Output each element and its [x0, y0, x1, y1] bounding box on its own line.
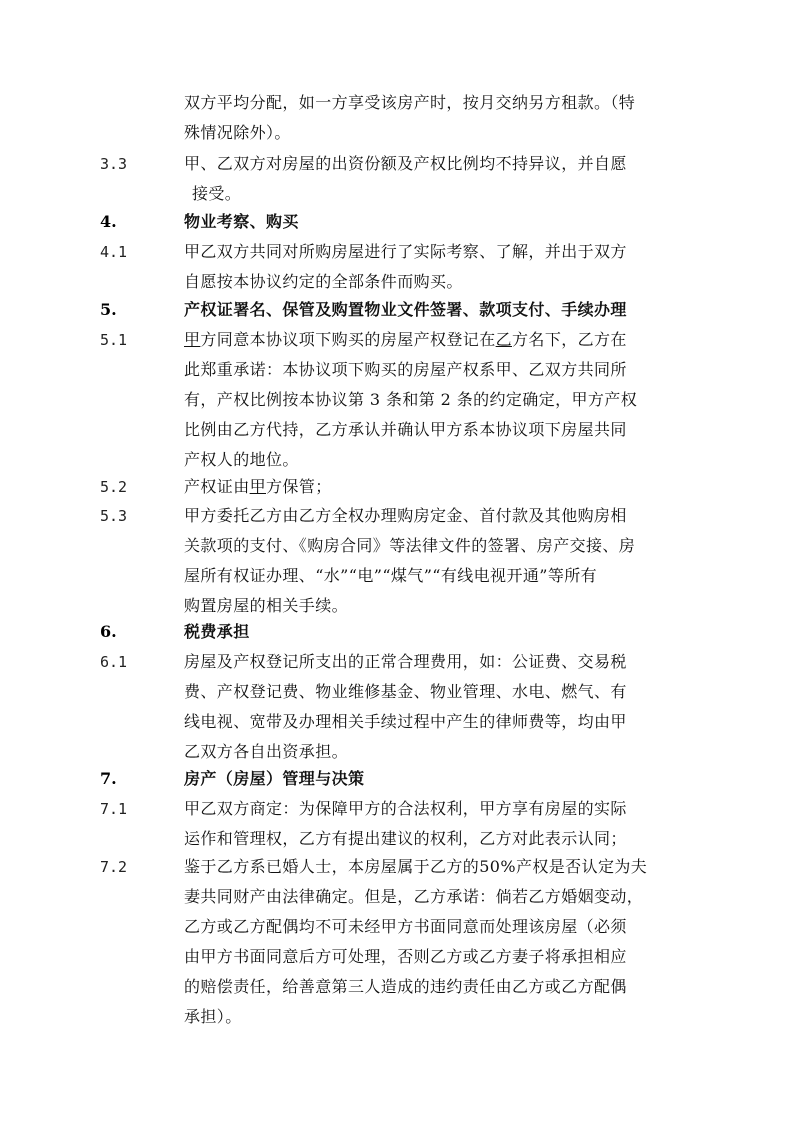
underlined-party: 甲: [184, 330, 201, 349]
text-line: 线电视、宽带及办理相关手续过程中产生的律师费等，均由甲: [184, 712, 627, 731]
section-title: 房产（房屋）管理与决策: [184, 769, 365, 788]
text-line: 有，产权比例按本协议第 3 条和第 2 条的约定确定，甲方产权: [184, 390, 638, 409]
underlined-party: 乙: [495, 330, 513, 349]
text-line: 甲乙双方商定：为保障甲方的合法权利，甲方享有房屋的实际: [184, 799, 627, 818]
text-line: 产权人的地位。: [184, 450, 299, 469]
clause-number: 5.1: [100, 331, 128, 349]
text-line: 购置房屋的相关手续。: [184, 596, 349, 615]
text-line: 关款项的支付、《购房合同》等法律文件的签署、房产交接、房: [184, 536, 636, 555]
text-line: 产权证由甲方保管；: [184, 477, 332, 496]
section-title: 物业考察、购买: [184, 212, 299, 231]
section-number: 4.: [100, 212, 117, 231]
section-title: 税费承担: [184, 622, 250, 641]
clause-number: 7.2: [100, 858, 128, 876]
text-line: 运作和管理权，乙方有提出建议的权利，乙方对此表示认同；: [184, 829, 627, 848]
text-line: 甲方同意本协议项下购买的房屋产权登记在乙方名下，乙方在: [184, 330, 627, 349]
text-line: 鉴于乙方系已婚人士，本房屋属于乙方的50%产权是否认定为夫: [184, 857, 648, 876]
text-line: 乙双方各自出资承担。: [184, 742, 349, 761]
text-line: 自愿按本协议约定的全部条件而购买。: [184, 272, 463, 291]
text-line: 承担）。: [184, 1007, 242, 1026]
section-number: 6.: [100, 622, 117, 641]
text-line: 妻共同财产由法律确定。但是，乙方承诺：倘若乙方婚姻变动，: [184, 887, 644, 906]
text-line: 接受。: [192, 184, 242, 203]
underlined-party: 甲: [249, 477, 267, 496]
clause-number: 7.1: [100, 800, 128, 818]
section-number: 7.: [100, 769, 117, 788]
text-line: 屋所有权证办理、“水”“电”“煤气”“有线电视开通”等所有: [184, 566, 598, 585]
text-line: 的赔偿责任，给善意第三人造成的违约责任由乙方或乙方配偶: [184, 977, 627, 996]
clause-number: 4.1: [100, 243, 128, 261]
section-title: 产权证署名、保管及购置物业文件签署、款项支付、手续办理: [184, 300, 627, 319]
section-number: 5.: [100, 300, 117, 319]
text-line: 乙方或乙方配偶均不可未经甲方书面同意而处理该房屋（必须: [184, 917, 627, 936]
clause-number: 5.2: [100, 478, 128, 496]
text-line: 此郑重承诺：本协议项下购买的房屋产权系甲、乙双方共同所: [184, 360, 627, 379]
text-line: 费、产权登记费、物业维修基金、物业管理、水电、燃气、有: [184, 682, 627, 701]
clause-number: 6.1: [100, 653, 128, 671]
text-line: 殊情况除外）。: [184, 123, 291, 142]
text-line: 由甲方书面同意后方可处理，否则乙方或乙方妻子将承担相应: [184, 947, 627, 966]
clause-number: 5.3: [100, 507, 128, 525]
text-line: 双方平均分配，如一方享受该房产时，按月交纳另方租款。（特: [184, 93, 636, 112]
clause-number: 3.3: [100, 155, 128, 173]
text-line: 甲乙双方共同对所购房屋进行了实际考察、了解，并出于双方: [184, 242, 627, 261]
text-line: 甲、乙双方对房屋的出资份额及产权比例均不持异议，并自愿: [184, 154, 627, 173]
text-line: 房屋及产权登记所支出的正常合理费用，如：公证费、交易税: [184, 652, 627, 671]
text-line: 比例由乙方代持，乙方承认并确认甲方系本协议项下房屋共同: [184, 420, 627, 439]
text-line: 甲方委托乙方由乙方全权办理购房定金、首付款及其他购房相: [184, 506, 627, 525]
